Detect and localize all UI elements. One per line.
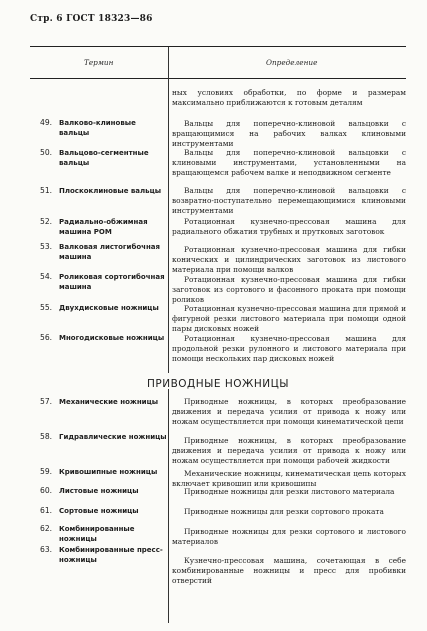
entry-number: 59. <box>40 467 53 476</box>
entry-definition: Ротационная кузнечно-прессовая машина для гибки конических и цилиндрических заготовок из листового материала при помощи валков <box>172 245 406 275</box>
entry-term: Листовые ножницы <box>59 487 139 495</box>
entry-definition: Вальцы для поперечно-клиновой вальцовки с возвратно-поступательно перемещающимися клиновыми инструментами <box>172 186 406 216</box>
entry-definition: Приводные ножницы, в которых преобразование движения и передача усилия от привода к ножу или ножам осуществляется при помощи кинематической цепи <box>172 397 406 427</box>
entry-definition: Ротационная кузнечно-прессовая машина для гибки заготовок из сортового и фасонного проката при помощи роликов <box>172 275 406 305</box>
entry-number: 54. <box>40 272 53 281</box>
entry-definition: Ротационная кузнечно-прессовая машина для прямой и фигурной резки листового материала при помощи одной пары дисковых ножей <box>172 304 406 334</box>
entry-number: 56. <box>40 333 53 342</box>
entry-number: 51. <box>40 186 53 195</box>
page-header: Стр. 6 ГОСТ 18323—86 <box>30 14 153 24</box>
entry-number: 52. <box>40 217 53 226</box>
entry-term: Комбинированные пресс-ножницы <box>59 546 163 565</box>
column-header-definition: Определение <box>266 58 318 67</box>
entry-term: Валковая листогибочная машина <box>59 243 160 262</box>
entry-term: Сортовые ножницы <box>59 507 139 515</box>
entry-number: 58. <box>40 432 53 441</box>
column-divider-upper <box>168 47 169 373</box>
entry-term: Роликовая сортогибочная машина <box>59 273 165 292</box>
entry-definition: Ротационная кузнечно-прессовая машина для продольной резки рулонного и листового материала при помощи нескольких пар дисковых ножей <box>172 334 406 364</box>
entry-number: 60. <box>40 486 53 495</box>
entry-number: 57. <box>40 397 53 406</box>
entry-term: Вальцово-сегментные вальцы <box>59 149 149 168</box>
entry-number: 62. <box>40 524 53 533</box>
section-title: ПРИВОДНЫЕ НОЖНИЦЫ <box>146 378 290 390</box>
entry-definition: Ротационная кузнечно-прессовая машина для радиального обжатия трубных и прутковых заготовок <box>172 217 406 237</box>
entry-term: Плоскоклиновые вальцы <box>59 187 162 195</box>
entry-term: Валково-клиновые вальцы <box>59 119 136 138</box>
entry-definition: Вальцы для поперечно-клиновой вальцовки с клиновыми инструментами, установленными на вращающемся рабочем валке и неподвижном сегменте <box>172 148 406 178</box>
entry-term: Кривошипные ножницы <box>59 468 158 476</box>
entry-term: Комбинированные ножницы <box>59 525 135 544</box>
entry-definition: Приводные ножницы для резки сортового проката <box>184 507 384 516</box>
entry-number: 63. <box>40 545 53 554</box>
column-header-term: Термин <box>84 58 114 67</box>
entry-number: 50. <box>40 148 53 157</box>
column-divider-lower <box>168 389 169 623</box>
entry-number: 61. <box>40 506 53 515</box>
entry-term: Радиально-обжимная машина РОМ <box>59 218 148 237</box>
entry-number: 49. <box>40 118 53 127</box>
entry-definition: Приводные ножницы для резки сортового и листового материалов <box>172 527 406 547</box>
entry-definition: Кузнечно-прессовая машина, сочетающая в себе комбинированные ножницы и пресс для пробивки отверстий <box>172 556 406 586</box>
entry-term: Многодисковые ножницы <box>59 334 165 342</box>
entry-term: Двухдисковые ножницы <box>59 304 159 312</box>
entry-definition: Приводные ножницы, в которых преобразование движения и передача усилия от привода к ножу или ножам осуществляется при помощи рабочей жидкости <box>172 436 406 466</box>
table-top-rule <box>30 46 406 47</box>
entry-number: 53. <box>40 242 53 251</box>
table-header-rule <box>30 78 406 79</box>
entry-definition: Вальцы для поперечно-клиновой вальцовки с вращающимися на рабочих валках клиновыми инструментами <box>172 119 406 149</box>
entry-term: Гидравлические ножницы <box>59 433 167 441</box>
entry-term: Механические ножницы <box>59 398 159 406</box>
entry-definition: Приводные ножницы для резки листового материала <box>184 487 395 496</box>
entry-definition: Механические ножницы, кинематическая цепь которых включает кривошип или кривошипы <box>172 469 406 489</box>
entry-number: 55. <box>40 303 53 312</box>
continuation-text: ных условиях обработки, по форме и размерам максимально приближаются к готовым деталям <box>172 88 406 108</box>
